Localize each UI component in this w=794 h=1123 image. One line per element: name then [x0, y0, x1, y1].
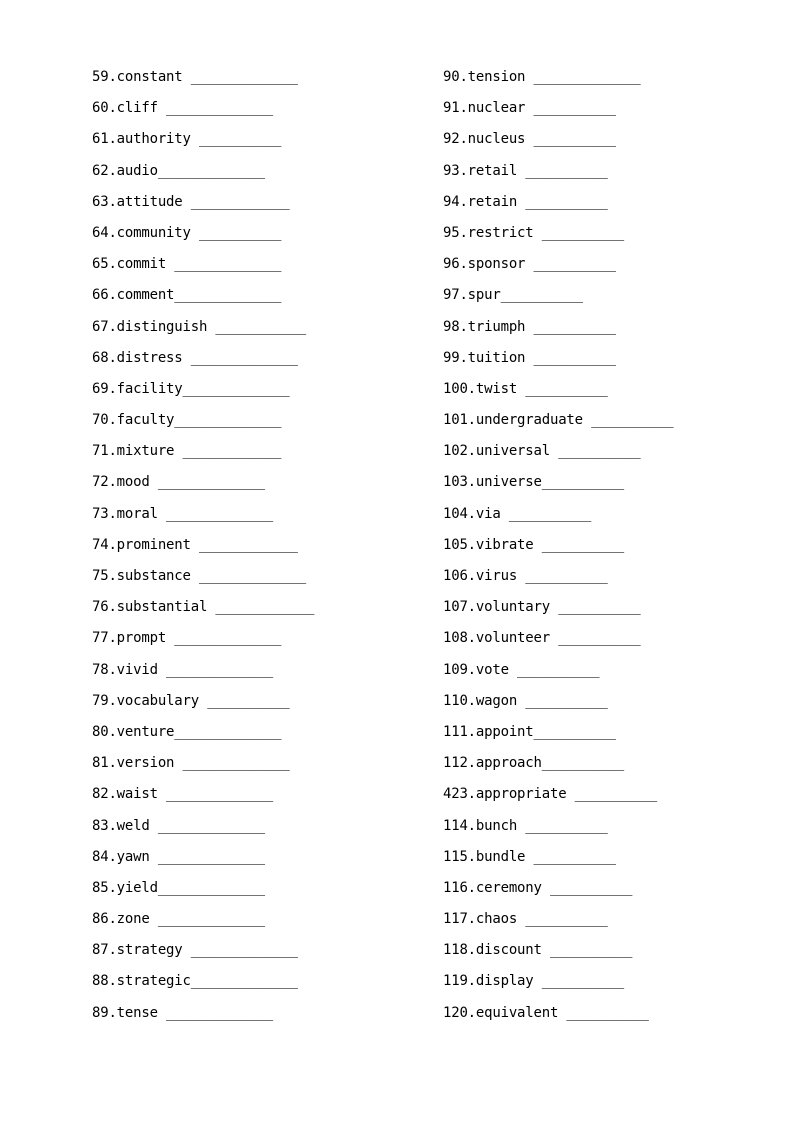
vocabulary-entry: 99.tuition __________: [443, 349, 616, 366]
vocabulary-entry: 75.substance _____________: [92, 568, 306, 584]
vocabulary-entry: 117.chaos __________: [443, 911, 608, 928]
vocabulary-entry: 67.distinguish ___________: [92, 318, 306, 335]
vocabulary-entry: 118.discount __________: [443, 942, 633, 959]
vocabulary-entry: 109.vote __________: [443, 661, 600, 678]
vocabulary-entry: 116.ceremony __________: [443, 879, 633, 896]
vocabulary-entry: 88.strategic_____________: [92, 973, 298, 990]
vocabulary-entry: 98.triumph __________: [443, 318, 616, 335]
vocabulary-entry: 103.universe__________: [443, 474, 625, 491]
vocabulary-entry: 82.waist _____________: [92, 786, 274, 803]
vocabulary-entry: 61.authority __________: [92, 131, 282, 148]
vocabulary-entry: 66.comment_____________: [92, 287, 282, 304]
vocabulary-entry: 114.bunch __________: [443, 817, 608, 834]
vocabulary-entry: 84.yawn _____________: [92, 848, 265, 865]
vocabulary-entry: 120.equivalent __________: [443, 1004, 649, 1021]
vocabulary-entry: 100.twist __________: [443, 380, 608, 397]
vocabulary-entry: 77.prompt _____________: [92, 630, 282, 647]
vocabulary-entry: 80.venture_____________: [92, 723, 282, 740]
vocabulary-entry: 86.zone _____________: [92, 911, 265, 928]
vocabulary-entry: 104.via __________: [443, 505, 592, 522]
vocabulary-entry: 69.facility_____________: [92, 380, 290, 397]
vocabulary-entry: 106.virus __________: [443, 568, 608, 584]
vocabulary-entry: 102.universal __________: [443, 443, 641, 460]
vocabulary-entry: 63.attitude ____________: [92, 193, 290, 210]
vocabulary-entry: 108.volunteer __________: [443, 630, 641, 647]
vocabulary-entry: 60.cliff _____________: [92, 100, 274, 117]
vocabulary-entry: 107.voluntary __________: [443, 599, 641, 616]
vocabulary-entry: 97.spur__________: [443, 287, 583, 304]
vocabulary-entry: 110.wagon __________: [443, 692, 608, 709]
vocabulary-entry: 105.vibrate __________: [443, 536, 625, 553]
vocabulary-entry: 76.substantial ____________: [92, 599, 315, 616]
vocabulary-entry: 89.tense _____________: [92, 1004, 274, 1021]
vocabulary-entry: 72.mood _____________: [92, 474, 265, 491]
vocabulary-entry: 119.display __________: [443, 973, 625, 990]
vocabulary-entry: 91.nuclear __________: [443, 100, 616, 117]
vocabulary-entry: 94.retain __________: [443, 193, 608, 210]
vocabulary-entry: 112.approach__________: [443, 755, 625, 772]
vocabulary-entry: 96.sponsor __________: [443, 256, 616, 273]
vocabulary-entry: 74.prominent ____________: [92, 536, 298, 553]
vocabulary-entry: 93.retail __________: [443, 162, 608, 179]
vocabulary-entry: 423.appropriate __________: [443, 786, 657, 803]
vocabulary-entry: 115.bundle __________: [443, 848, 616, 865]
vocabulary-entry: 83.weld _____________: [92, 817, 265, 834]
vocabulary-entry: 71.mixture ____________: [92, 443, 282, 460]
vocabulary-entry: 111.appoint__________: [443, 723, 616, 740]
right-column: [443, 64, 673, 1031]
left-column: [92, 64, 314, 1031]
vocabulary-entry: 73.moral _____________: [92, 505, 274, 522]
vocabulary-entry: 79.vocabulary __________: [92, 692, 290, 709]
vocabulary-entry: 59.constant _____________: [92, 69, 298, 85]
vocabulary-entry: 78.vivid _____________: [92, 661, 274, 678]
vocabulary-entry: 87.strategy _____________: [92, 942, 298, 959]
vocabulary-entry: 65.commit _____________: [92, 256, 282, 273]
vocabulary-entry: 90.tension _____________: [443, 69, 641, 85]
vocabulary-entry: 92.nucleus __________: [443, 131, 616, 148]
vocabulary-entry: 70.faculty_____________: [92, 412, 282, 429]
vocabulary-entry: 62.audio_____________: [92, 162, 265, 179]
vocabulary-entry: 81.version _____________: [92, 755, 290, 772]
vocabulary-entry: 95.restrict __________: [443, 224, 625, 241]
vocabulary-entry: 101.undergraduate __________: [443, 412, 674, 429]
vocabulary-entry: 68.distress _____________: [92, 349, 298, 366]
vocabulary-entry: 64.community __________: [92, 224, 282, 241]
vocabulary-entry: 85.yield_____________: [92, 879, 265, 896]
